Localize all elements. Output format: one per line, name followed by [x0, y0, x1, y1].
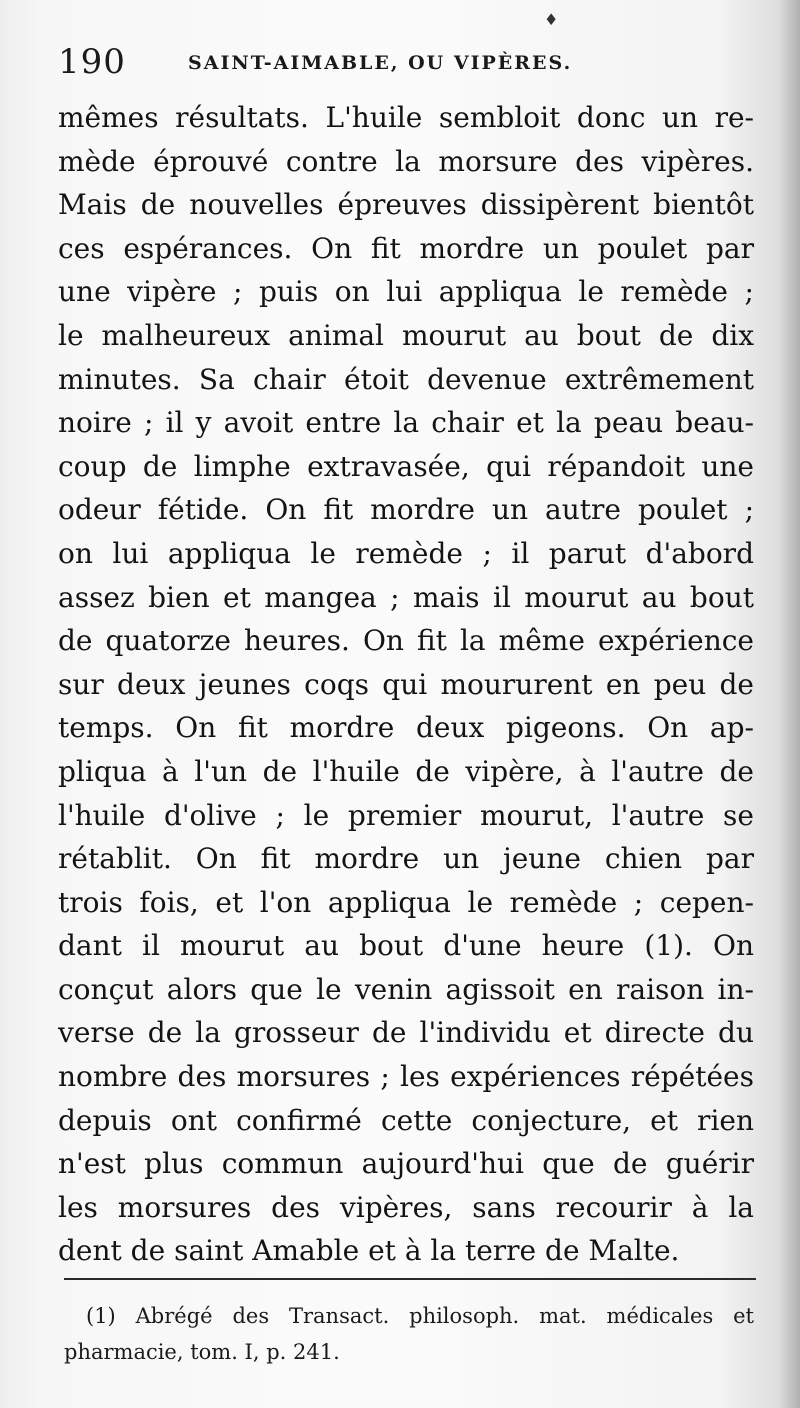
running-head [58, 40, 758, 88]
page-edge-shadow [778, 0, 800, 1408]
text-line: odeur fétide. On fit mordre un autre poulet ; [58, 493, 754, 527]
footnote-line: pharmacie, tom. I, p. 241. [64, 1340, 340, 1364]
text-line: l'huile d'olive ; le premier mourut, l'autre se [58, 798, 754, 832]
text-line: coup de limphe extravasée, qui répandoit une [58, 449, 754, 483]
text-line: nombre des morsures ; les expériences répétées [58, 1060, 754, 1094]
text-line: Mais de nouvelles épreuves dissipèrent bientôt [58, 188, 754, 222]
text-line: une vipère ; puis on lui appliqua le remède ; [58, 275, 754, 309]
text-line: noire ; il y avoit entre la chair et la peau beau- [58, 406, 754, 440]
text-line: mêmes résultats. L'huile sembloit donc un re- [58, 101, 754, 134]
text-line: conçut alors que le venin agissoit en raison in- [58, 972, 754, 1006]
text-line: verse de la grosseur de l'individu et directe du [58, 1016, 754, 1050]
body-text [58, 96, 754, 1273]
text-line: mède éprouvé contre la morsure des vipères. [58, 144, 754, 178]
text-line: minutes. Sa chair étoit devenue extrêmement [58, 362, 754, 396]
text-line: de quatorze heures. On fit la même expérience [58, 624, 754, 658]
margin-mark: ♦ [544, 10, 559, 29]
page-number: 190 [58, 42, 126, 82]
text-line: n'est plus commun aujourd'hui que de guérir [58, 1147, 754, 1181]
text-line: on lui appliqua le remède ; il parut d'abord [58, 536, 754, 570]
text-line: sur deux jeunes coqs qui moururent en peu de [58, 667, 754, 701]
text-line: les morsures des vipères, sans recourir à la [58, 1190, 754, 1224]
text-line: dent de saint Amable et à la terre de Malte. [58, 1234, 680, 1268]
text-line: le malheureux animal mourut au bout de dix [58, 318, 754, 352]
running-head-title: SAINT-AIMABLE, OU VIPÈRES. [188, 52, 573, 74]
text-line: dant il mourut au bout d'une heure (1). On [58, 929, 754, 963]
footnote-line: (1) Abrégé des Transact. philosoph. mat. médicales et [86, 1304, 754, 1328]
text-line: trois fois, et l'on appliqua le remède ; cepen- [58, 885, 754, 919]
text-line: rétablit. On fit mordre un jeune chien par [58, 842, 754, 876]
text-line: pliqua à l'un de l'huile de vipère, à l'autre de [58, 754, 754, 788]
text-line: assez bien et mangea ; mais il mourut au bout [58, 580, 754, 614]
footnote [64, 1298, 754, 1370]
text-line: temps. On fit mordre deux pigeons. On ap- [58, 711, 754, 745]
text-line: ces espérances. On fit mordre un poulet par [58, 231, 754, 265]
footnote-rule [64, 1278, 756, 1280]
text-line: depuis ont confirmé cette conjecture, et rien [58, 1103, 754, 1137]
